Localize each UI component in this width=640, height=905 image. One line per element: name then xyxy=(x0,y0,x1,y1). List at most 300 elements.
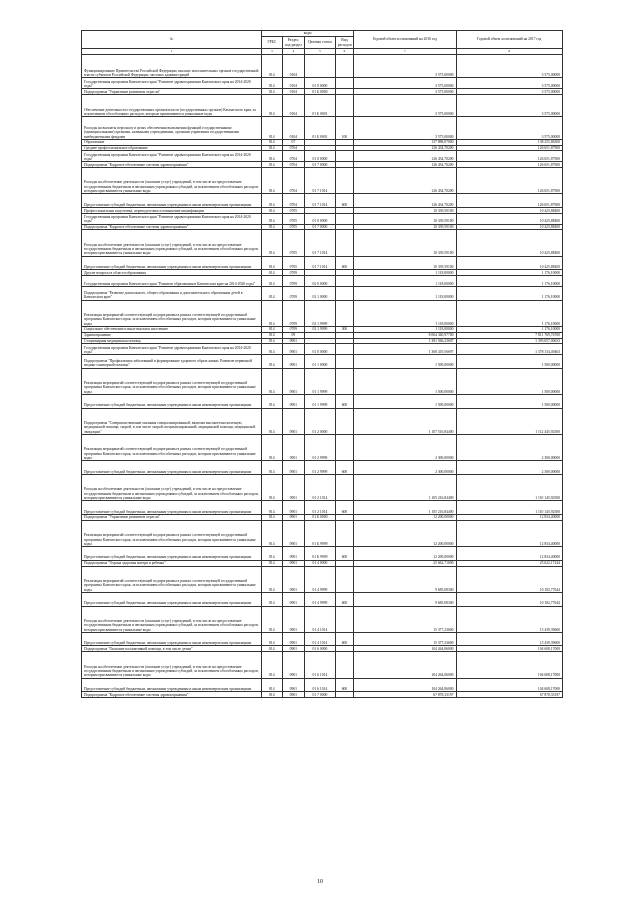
row-grbs: 814 xyxy=(262,547,282,561)
row-amount-2016: 137 888,07000 xyxy=(354,139,456,145)
header-target-article: Целевая статья xyxy=(305,37,336,49)
row-razdel: 0709 xyxy=(282,270,305,276)
row-amount-2016: 1 500,00000 xyxy=(354,355,456,369)
row-name: Расходы на обеспечение деятельности (оказание услуг) учреждений, в том числе на предоставление государственным бюджетным и автономным учреждениям субсидий, за исключением обособленных расходов, которым присваиваются уникальные коды xyxy=(82,168,262,194)
row-razdel: 0705 xyxy=(282,208,305,214)
row-amount-2016: 1 381 566,23607 xyxy=(354,338,456,344)
row-expense-type xyxy=(335,213,353,224)
row-razdel: 0709 xyxy=(282,276,305,287)
row-amount-2017: 1 176,10000 xyxy=(456,276,563,287)
page-number: 10 xyxy=(317,879,323,885)
row-grbs: 814 xyxy=(262,395,282,409)
row-razdel: 0901 xyxy=(282,566,305,592)
table-row xyxy=(82,652,563,678)
row-grbs: 814 xyxy=(262,646,282,652)
row-expense-type xyxy=(335,94,353,116)
row-expense-type xyxy=(335,151,353,162)
row-amount-2016: 104 264,06000 xyxy=(354,678,456,692)
column-number-1: 1 xyxy=(82,49,262,55)
row-razdel: 0901 xyxy=(282,632,305,646)
row-amount-2017: 10 425,88400 xyxy=(456,224,563,230)
row-amount-2017: 104 608,17000 xyxy=(456,646,563,652)
row-grbs: 814 xyxy=(262,520,282,546)
row-razdel: 0104 xyxy=(282,78,305,89)
row-razdel: 0709 xyxy=(282,326,305,332)
row-amount-2017: 10 182,77644 xyxy=(456,566,563,592)
row-expense-type xyxy=(335,230,353,256)
row-razdel: 0901 xyxy=(282,592,305,606)
row-razdel: 0901 xyxy=(282,606,305,632)
row-amount-2017: 1 176,10000 xyxy=(456,326,563,332)
row-expense-type xyxy=(335,344,353,355)
row-grbs: 814 xyxy=(262,145,282,151)
row-amount-2017: 3 575,00000 xyxy=(456,55,563,78)
row-razdel: 0704 xyxy=(282,151,305,162)
row-razdel: 0705 xyxy=(282,230,305,256)
row-name: Реализация мероприятий соответствующей подпрограммы в рамках соответствующей государственной программы Камчатского края, за исключением обособленных расходов, которым присваиваются уникальные коды xyxy=(82,300,262,326)
row-grbs: 814 xyxy=(262,501,282,515)
row-amount-2017: 67 878,33197 xyxy=(456,692,563,698)
table-row xyxy=(82,230,563,256)
row-grbs: 814 xyxy=(262,692,282,698)
row-amount-2017: 126 651,87900 xyxy=(456,168,563,194)
row-amount-2016: 8 064 340,97700 xyxy=(354,332,456,338)
row-name: Предоставление субсидий бюджетным, автономным учреждениям и иным некоммерческим организациям xyxy=(82,547,262,561)
row-amount-2017: 1 176,10000 xyxy=(456,300,563,326)
row-amount-2017: 3 575,00000 xyxy=(456,94,563,116)
row-amount-2017: 12 834,40000 xyxy=(456,520,563,546)
row-grbs: 814 xyxy=(262,632,282,646)
row-amount-2016: 126 434,70200 xyxy=(354,151,456,162)
row-grbs: 814 xyxy=(262,474,282,500)
row-name: Расходы на обеспечение деятельности (оказание услуг) учреждений, в том числе на предоставление государственным бюджетным и автономным учреждениям субсидий, за исключением обособленных расходов, которым присваиваются уникальные коды xyxy=(82,606,262,632)
row-razdel: 0709 xyxy=(282,286,305,300)
row-name: Подпрограмма "Кадровое обеспечение системы здравоохранения" xyxy=(82,162,262,168)
row-amount-2016: 10 339,59100 xyxy=(354,213,456,224)
row-target-article: 01 Б 9999 xyxy=(305,520,336,546)
row-target-article: 01 7 1014 xyxy=(305,230,336,256)
row-name: Реализация мероприятий соответствующей подпрограммы в рамках соответствующей государственной программы Камчатского края, за исключением обособленных расходов, которым присваиваются уникальные коды xyxy=(82,368,262,394)
table-row xyxy=(82,474,563,500)
row-grbs: 814 xyxy=(262,276,282,287)
row-expense-type xyxy=(335,276,353,287)
row-grbs: 814 xyxy=(262,94,282,116)
row-expense-type: 600 xyxy=(335,194,353,208)
row-amount-2016: 25 662,71690 xyxy=(354,560,456,566)
row-grbs: 814 xyxy=(262,78,282,89)
row-target-article: 01 7 1014 xyxy=(305,168,336,194)
row-amount-2016: 2 300,00000 xyxy=(354,461,456,475)
row-target-article: 01 7 1014 xyxy=(305,194,336,208)
row-expense-type xyxy=(335,652,353,678)
row-target-article: 01 6 0000 xyxy=(305,646,336,652)
row-razdel: 0901 xyxy=(282,408,305,434)
row-target-article: 01 0 0000 xyxy=(305,151,336,162)
table-row xyxy=(82,395,563,409)
row-expense-type xyxy=(335,55,353,78)
table-row xyxy=(82,355,563,369)
table-row xyxy=(82,117,563,139)
table-row xyxy=(82,692,563,698)
row-razdel: 0901 xyxy=(282,368,305,394)
row-grbs: 814 xyxy=(262,355,282,369)
row-amount-2017: 1 500,00000 xyxy=(456,355,563,369)
row-amount-2017: 1 500,00000 xyxy=(456,368,563,394)
row-grbs: 814 xyxy=(262,162,282,168)
row-target-article: 01 7 0000 xyxy=(305,224,336,230)
row-expense-type: 600 xyxy=(335,256,353,270)
row-razdel: 09 xyxy=(282,332,305,338)
row-grbs: 814 xyxy=(262,55,282,78)
table-row xyxy=(82,368,563,394)
row-grbs: 814 xyxy=(262,208,282,214)
row-razdel: 0901 xyxy=(282,355,305,369)
row-razdel: 0104 xyxy=(282,94,305,116)
column-number-6: 6 xyxy=(335,49,353,55)
table-body xyxy=(82,55,563,698)
row-amount-2017: 10 425,88400 xyxy=(456,256,563,270)
row-name: Государственная программа Камчатского края "Развитие здравоохранения Камчатского края на 2014-2020 годы" xyxy=(82,213,262,224)
row-grbs: 814 xyxy=(262,230,282,256)
row-amount-2017: 10 425,88400 xyxy=(456,230,563,256)
row-amount-2016: 126 434,70200 xyxy=(354,145,456,151)
row-expense-type xyxy=(335,286,353,300)
row-name: Реализация мероприятий соответствующей подпрограммы в рамках соответствующей государственной программы Камчатского края, за исключением обособленных расходов, которым присваиваются уникальные коды xyxy=(82,566,262,592)
row-name: Подпрограмма "Кадровое обеспечение системы здравоохранения" xyxy=(82,692,262,698)
row-amount-2016: 3 575,00000 xyxy=(354,55,456,78)
row-amount-2017: 1 176,10000 xyxy=(456,286,563,300)
table-row xyxy=(82,606,563,632)
header-year-2016: Годовой объем ассигнований на 2016 год xyxy=(354,31,456,49)
row-target-article: 01 0 0000 xyxy=(305,344,336,355)
column-number-8: 8 xyxy=(456,49,563,55)
table-row xyxy=(82,151,563,162)
row-amount-2016: 3 575,00000 xyxy=(354,78,456,89)
row-expense-type: 100 xyxy=(335,117,353,139)
row-grbs: 814 xyxy=(262,168,282,194)
row-amount-2017: 2 300,00000 xyxy=(456,435,563,461)
row-amount-2016: 1 107 516,84400 xyxy=(354,408,456,434)
table-row xyxy=(82,547,563,561)
row-amount-2016: 1 500,00000 xyxy=(354,395,456,409)
row-expense-type xyxy=(335,368,353,394)
header-expense-type: Вид расходов xyxy=(335,37,353,49)
row-razdel: 0705 xyxy=(282,224,305,230)
row-amount-2016: 9 685,08300 xyxy=(354,566,456,592)
table-row xyxy=(82,213,563,224)
row-amount-2016: 1 118,00000 xyxy=(354,276,456,287)
budget-sheet xyxy=(81,30,563,698)
table-row xyxy=(82,632,563,646)
row-target-article: 01 7 0000 xyxy=(305,162,336,168)
row-amount-2016: 10 339,59100 xyxy=(354,224,456,230)
row-name: Подпрограмма "Совершенствование оказания специализированной, включая высокотехнологичную, медицинской помощи, скорой, в том числе скорой специализированной, медицинской помощи, медицинской эвакуации" xyxy=(82,408,262,434)
table-row xyxy=(82,592,563,606)
column-number-3: 3 xyxy=(262,49,282,55)
row-amount-2016: 10 339,59100 xyxy=(354,230,456,256)
row-amount-2016: 12 200,00000 xyxy=(354,547,456,561)
table-row xyxy=(82,300,563,326)
row-grbs: 814 xyxy=(262,408,282,434)
row-amount-2017: 1 110 145,92500 xyxy=(456,474,563,500)
row-amount-2016: 67 878,33197 xyxy=(354,692,456,698)
row-expense-type: 600 xyxy=(335,632,353,646)
row-amount-2016: 3 575,00000 xyxy=(354,89,456,95)
row-name: Подпрограмма "Управление развитием отрасли" xyxy=(82,89,262,95)
row-target-article: 01 2 9999 xyxy=(305,435,336,461)
row-amount-2016: 12 200,00000 xyxy=(354,514,456,520)
row-name: Расходы на обеспечение деятельности (оказание услуг) учреждений, в том числе на предоставление государственным бюджетным и автономным учреждениям субсидий, за исключением обособленных расходов, которым присваиваются уникальные коды xyxy=(82,230,262,256)
row-name: Функционирование Правительства Российской Федерации, высших исполнительных органов государственной власти субъектов Российской Федерации, местных администраций xyxy=(82,55,262,78)
row-grbs: 814 xyxy=(262,326,282,332)
row-expense-type xyxy=(335,408,353,434)
row-target-article xyxy=(305,55,336,78)
row-grbs: 814 xyxy=(262,461,282,475)
row-amount-2017: 25 622,17244 xyxy=(456,560,563,566)
row-amount-2017: 12 834,40000 xyxy=(456,547,563,561)
row-name: Подпрограмма "Управление развитием отрасли" xyxy=(82,514,262,520)
row-amount-2017: 126 651,87900 xyxy=(456,145,563,151)
header-codes: коды xyxy=(262,31,354,37)
row-target-article: 01 4 1014 xyxy=(305,632,336,646)
row-amount-2016: 104 264,06000 xyxy=(354,652,456,678)
row-target-article: 01 2 9999 xyxy=(305,461,336,475)
row-amount-2016: 126 434,70200 xyxy=(354,168,456,194)
row-amount-2017: 1 110 145,92500 xyxy=(456,501,563,515)
row-amount-2016: 12 200,00000 xyxy=(354,520,456,546)
row-target-article: 01 Б 0001 xyxy=(305,117,336,139)
row-razdel: 0705 xyxy=(282,256,305,270)
table-row xyxy=(82,286,563,300)
row-razdel: 0901 xyxy=(282,652,305,678)
row-name: Предоставление субсидий бюджетным, автономным учреждениям и иным некоммерческим организациям xyxy=(82,194,262,208)
row-target-article: 01 2 1014 xyxy=(305,474,336,500)
row-expense-type: 300 xyxy=(335,326,353,332)
row-expense-type xyxy=(335,435,353,461)
row-razdel: 0901 xyxy=(282,547,305,561)
header-grbs: ГРБС xyxy=(262,37,282,49)
row-target-article: 01 4 1014 xyxy=(305,606,336,632)
row-name: Предоставление субсидий бюджетным, автономным учреждениям и иным некоммерческим организациям xyxy=(82,592,262,606)
row-expense-type xyxy=(335,78,353,89)
row-target-article: 01 0 0000 xyxy=(305,78,336,89)
table-row xyxy=(82,276,563,287)
row-amount-2016: 1 118,00000 xyxy=(354,270,456,276)
row-grbs: 814 xyxy=(262,89,282,95)
row-amount-2017: 104 608,17000 xyxy=(456,652,563,678)
row-target-article: 01 Б 0001 xyxy=(305,94,336,116)
row-grbs: 814 xyxy=(262,344,282,355)
row-amount-2017: 10 425,88400 xyxy=(456,208,563,214)
row-name: Среднее профессиональное образование xyxy=(82,145,262,151)
row-amount-2016: 126 434,70200 xyxy=(354,162,456,168)
row-expense-type xyxy=(335,355,353,369)
column-number-4: 4 xyxy=(282,49,305,55)
row-amount-2017: 138 255,86300 xyxy=(456,139,563,145)
row-name: Предоставление субсидий бюджетным, автономным учреждениям и иным некоммерческим организациям xyxy=(82,395,262,409)
row-target-article: 02 0 0000 xyxy=(305,276,336,287)
row-name: Расходы на обеспечение деятельности (оказание услуг) учреждений, в том числе на предоставление государственным бюджетным и автономным учреждениям субсидий, за исключением обособленных расходов, которым присваиваются уникальные коды xyxy=(82,474,262,500)
row-amount-2017: 1 176,10000 xyxy=(456,270,563,276)
row-target-article: 01 2 1014 xyxy=(305,501,336,515)
row-name: Подпрограмма "Оказание паллиативной помощи, в том числе детям" xyxy=(82,646,262,652)
row-amount-2017: 2 300,00000 xyxy=(456,461,563,475)
row-amount-2016: 15 377,23600 xyxy=(354,632,456,646)
row-amount-2017: 3 575,00000 xyxy=(456,78,563,89)
row-amount-2017: 10 425,88400 xyxy=(456,213,563,224)
row-razdel: 0704 xyxy=(282,194,305,208)
row-amount-2016: 9 685,08300 xyxy=(354,592,456,606)
row-razdel: 0704 xyxy=(282,162,305,168)
row-expense-type: 600 xyxy=(335,501,353,515)
table-row xyxy=(82,55,563,78)
row-amount-2016: 15 377,23600 xyxy=(354,606,456,632)
row-amount-2016: 1 368 419,56697 xyxy=(354,344,456,355)
row-name: Стационарная медицинская помощь xyxy=(82,338,262,344)
row-grbs: 814 xyxy=(262,678,282,692)
row-name: Расходы на обеспечение деятельности (оказание услуг) учреждений, в том числе на предоставление государственным бюджетным и автономным учреждениям субсидий, за исключением обособленных расходов, которым присваиваются уникальные коды xyxy=(82,652,262,678)
row-razdel: 0901 xyxy=(282,514,305,520)
row-target-article: 01 6 1014 xyxy=(305,652,336,678)
row-name: Подпрограмма "Профилактика заболеваний и формирование здорового образа жизни. Развитие первичной медико-санитарной помощи" xyxy=(82,355,262,369)
header-number: № xyxy=(82,31,262,49)
row-target-article: 02 1 9999 xyxy=(305,300,336,326)
row-expense-type xyxy=(335,566,353,592)
row-name: Предоставление субсидий бюджетным, автономным учреждениям и иным некоммерческим организациям xyxy=(82,256,262,270)
row-amount-2017: 1 393 057,00653 xyxy=(456,338,563,344)
row-target-article: 01 1 0000 xyxy=(305,355,336,369)
row-grbs: 814 xyxy=(262,514,282,520)
row-target-article: 02 1 0000 xyxy=(305,286,336,300)
row-amount-2016: 1 105 216,84400 xyxy=(354,501,456,515)
row-amount-2017: 126 651,87900 xyxy=(456,151,563,162)
row-grbs: 814 xyxy=(262,286,282,300)
row-name: Подпрограмма "Охрана здоровья матери и ребенка" xyxy=(82,560,262,566)
row-razdel: 0709 xyxy=(282,300,305,326)
row-name: Государственная программа Камчатского края "Развитие образования в Камчатском крае на 2014-2020 годы" xyxy=(82,276,262,287)
row-amount-2017: 126 651,87900 xyxy=(456,194,563,208)
row-amount-2017: 104 608,17000 xyxy=(456,678,563,692)
row-amount-2016: 1 118,00000 xyxy=(354,286,456,300)
row-amount-2017: 3 575,00000 xyxy=(456,89,563,95)
row-grbs: 814 xyxy=(262,566,282,592)
row-amount-2016: 3 575,00000 xyxy=(354,117,456,139)
row-target-article: 02 1 9999 xyxy=(305,326,336,332)
row-name: Социальное обеспечение и иные выплаты населению xyxy=(82,326,262,332)
row-target-article: 01 Б 0000 xyxy=(305,514,336,520)
row-grbs: 814 xyxy=(262,368,282,394)
table-row xyxy=(82,94,563,116)
row-amount-2016: 104 264,06000 xyxy=(354,646,456,652)
row-expense-type: 600 xyxy=(335,395,353,409)
row-target-article: 01 0 0000 xyxy=(305,213,336,224)
row-amount-2017: 7 811 769,76700 xyxy=(456,332,563,338)
row-grbs: 814 xyxy=(262,151,282,162)
row-amount-2017: 12 834,40000 xyxy=(456,514,563,520)
row-name: Государственная программа Камчатского края "Развитие здравоохранения Камчатского края на 2014-2020 годы" xyxy=(82,151,262,162)
row-razdel: 0901 xyxy=(282,692,305,698)
row-grbs: 814 xyxy=(262,270,282,276)
row-name: Реализация мероприятий соответствующей подпрограммы в рамках соответствующей государственной программы Камчатского края, за исключением обособленных расходов, которым присваиваются уникальные коды xyxy=(82,435,262,461)
row-razdel: 0901 xyxy=(282,474,305,500)
table-row xyxy=(82,256,563,270)
row-razdel: 0901 xyxy=(282,344,305,355)
table-row xyxy=(82,78,563,89)
row-grbs: 814 xyxy=(262,652,282,678)
row-target-article: 01 4 9999 xyxy=(305,566,336,592)
row-amount-2017: 10 182,77644 xyxy=(456,592,563,606)
row-razdel: 0704 xyxy=(282,145,305,151)
row-razdel: 0104 xyxy=(282,117,305,139)
row-razdel: 0901 xyxy=(282,461,305,475)
row-name: Подпрограмма "Развитие дошкольного, общего образования и дополнительного образования детей в Камчатском крае" xyxy=(82,286,262,300)
row-amount-2017: 15 439,39600 xyxy=(456,606,563,632)
row-grbs: 814 xyxy=(262,560,282,566)
row-expense-type xyxy=(335,520,353,546)
row-amount-2016: 1 500,00000 xyxy=(354,368,456,394)
row-target-article: 01 6 1014 xyxy=(305,678,336,692)
row-grbs: 814 xyxy=(262,213,282,224)
table-row xyxy=(82,194,563,208)
row-name: Обеспечение деятельности государственных органов власти (государственных органов) Камчатского края, за исключением обособленных расходов, которым присваиваются уникальные коды xyxy=(82,94,262,116)
row-grbs: 814 xyxy=(262,606,282,632)
row-expense-type xyxy=(335,168,353,194)
row-amount-2017: 3 575,00000 xyxy=(456,117,563,139)
table-row xyxy=(82,408,563,434)
row-expense-type xyxy=(335,606,353,632)
table-row xyxy=(82,520,563,546)
row-name: Государственная программа Камчатского края "Развитие здравоохранения Камчатского края на 2014-2020 годы" xyxy=(82,78,262,89)
row-grbs: 814 xyxy=(262,139,282,145)
row-name: Государственная программа Камчатского края "Развитие здравоохранения Камчатского края на 2014-2020 годы" xyxy=(82,344,262,355)
row-target-article: 01 Б 0000 xyxy=(305,89,336,95)
row-razdel: 0901 xyxy=(282,501,305,515)
budget-table xyxy=(81,30,563,698)
row-name: Предоставление субсидий бюджетным, автономным учреждениям и иным некоммерческим организациям xyxy=(82,678,262,692)
row-grbs: 814 xyxy=(262,300,282,326)
row-target-article: 01 1 9999 xyxy=(305,395,336,409)
row-name: Подпрограмма "Кадровое обеспечение системы здравоохранения" xyxy=(82,224,262,230)
header-razdel: Раздел, под-раздел xyxy=(282,37,305,49)
row-razdel: 0901 xyxy=(282,338,305,344)
row-expense-type xyxy=(335,474,353,500)
row-target-article: 01 7 1014 xyxy=(305,256,336,270)
row-razdel: 0104 xyxy=(282,55,305,78)
row-name: Предоставление субсидий бюджетным, автономным учреждениям и иным некоммерческим организациям xyxy=(82,501,262,515)
header-year-2017: Годовой объем ассигнований на 2017 год xyxy=(456,31,563,49)
row-name: Предоставление субсидий бюджетным, автономным учреждениям и иным некоммерческим организациям xyxy=(82,632,262,646)
row-amount-2016: 3 575,00000 xyxy=(354,94,456,116)
row-amount-2016: 10 339,59100 xyxy=(354,256,456,270)
row-grbs: 814 xyxy=(262,224,282,230)
row-name: Другие вопросы в области образования xyxy=(82,270,262,276)
row-amount-2016: 1 105 216,84400 xyxy=(354,474,456,500)
row-amount-2017: 15 439,39600 xyxy=(456,632,563,646)
row-amount-2016: 10 339,59100 xyxy=(354,208,456,214)
row-grbs: 814 xyxy=(262,338,282,344)
row-grbs: 814 xyxy=(262,435,282,461)
row-expense-type xyxy=(335,300,353,326)
row-grbs: 814 xyxy=(262,592,282,606)
row-amount-2016: 126 434,70200 xyxy=(354,194,456,208)
table-row xyxy=(82,435,563,461)
row-grbs: 814 xyxy=(262,117,282,139)
row-expense-type: 600 xyxy=(335,678,353,692)
row-name: Реализация мероприятий соответствующей подпрограммы в рамках соответствующей государственной программы Камчатского края, за исключением обособленных расходов, которым присваиваются уникальные коды xyxy=(82,520,262,546)
row-amount-2016: 2 300,00000 xyxy=(354,435,456,461)
row-razdel: 0705 xyxy=(282,213,305,224)
row-name: Профессиональная подготовка, переподготовка и повышение квалификации xyxy=(82,208,262,214)
